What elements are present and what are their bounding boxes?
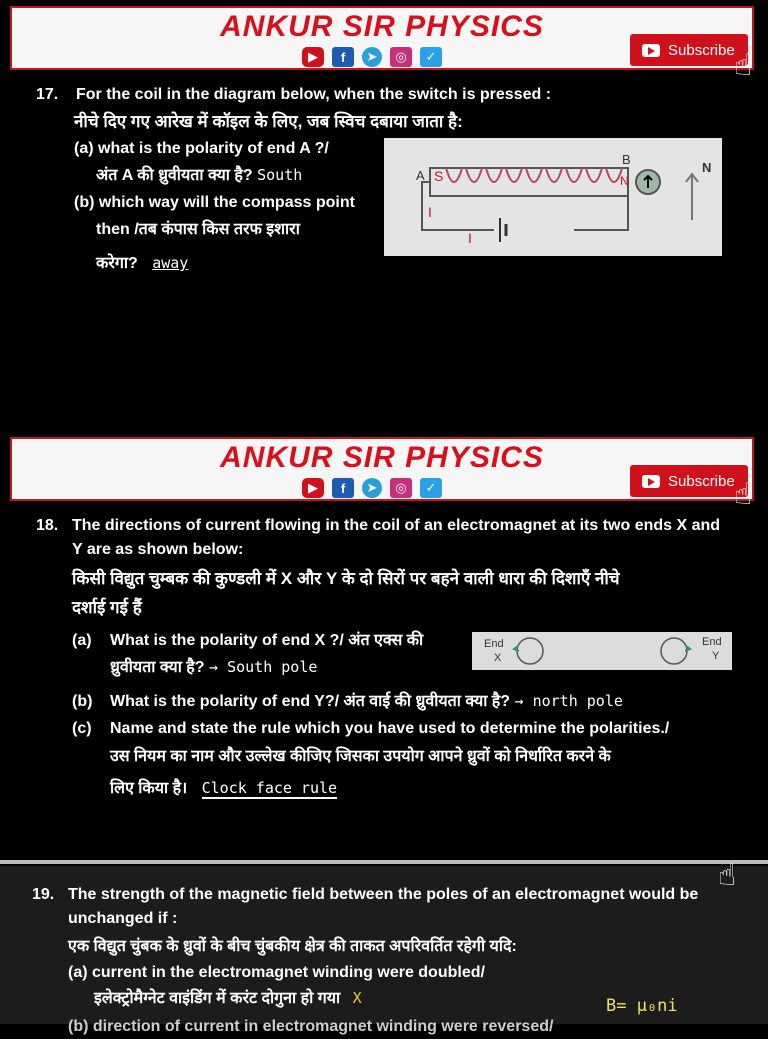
q19-section	[0, 859, 768, 1035]
coil-diagram-svg	[384, 138, 722, 256]
q17-part-b-hindi: then /तब कंपास किस तरफ इशारा	[96, 221, 300, 238]
hand-cursor-icon: ☝	[734, 478, 753, 511]
channel-title-2: ANKUR SIR PHYSICS	[220, 441, 544, 474]
q18-a-hindi-row	[110, 655, 317, 680]
q18-c-hindi-1: उस नियम का नाम और उल्लेख कीजिए जिसका उपयोग आपने ध्रुवों को निर्धारित करने के	[110, 748, 611, 765]
q17-b-answer: away	[152, 254, 189, 272]
subscribe-label: Subscribe	[668, 41, 735, 59]
q19-text-1: The strength of the magnetic field between the poles of an electromagnet would be	[68, 886, 699, 903]
coil-end-a-pole: S	[434, 168, 444, 184]
end-xy-svg	[472, 632, 732, 670]
current-label-1: I	[428, 204, 432, 220]
q18-b-text: What is the polarity of end Y?/ अंत वाई की ध्रुवीयता क्या है?	[110, 693, 511, 710]
telegram-icon[interactable]: ➤	[362, 47, 382, 67]
end-x-label-1: End	[484, 638, 504, 650]
north-arrow-label: N	[702, 160, 712, 175]
q18-c-hindi-row	[110, 776, 337, 801]
end-x-label-2: X	[494, 652, 502, 664]
q18-text-1: The directions of current flowing in the coil of an electromagnet at its two ends X and	[72, 517, 721, 534]
end-y-label-1: End	[702, 636, 722, 648]
current-label-2: I	[468, 230, 472, 246]
q19-d-partial: (b) direction of current in electromagnet winding were reversed/	[68, 1018, 554, 1035]
social-icons-2	[302, 478, 442, 498]
q17-part-a-hindi	[96, 163, 302, 188]
q18-text-2: Y are as shown below:	[72, 541, 244, 558]
q19-a-hindi-row	[94, 986, 362, 1011]
q18-hindi-1: किसी विद्युत चुम्बक की कुण्डली में X और Y के दो सिरों पर बहने वाली धारा की दिशाएँ नीचे	[72, 569, 620, 588]
telegram-icon[interactable]: ➤	[362, 478, 382, 498]
coil-diagram	[384, 138, 722, 256]
q17-text: For the coil in the diagram below, when the switch is pressed :	[76, 86, 552, 103]
q18-b-answer: → north pole	[514, 692, 623, 710]
twitter-icon[interactable]: ✓	[420, 478, 442, 498]
q19-a-text: (a) current in the electromagnet winding were doubled/	[68, 964, 485, 981]
coil-end-a-label: A	[416, 168, 425, 183]
coil-end-b-pole: N	[620, 174, 629, 188]
play-icon	[642, 475, 660, 488]
coil-end-b-label: B	[622, 152, 631, 167]
q18-a-label: (a)	[72, 632, 92, 649]
end-y-label-2: Y	[712, 650, 720, 662]
channel-banner	[10, 6, 754, 82]
channel-title: ANKUR SIR PHYSICS	[220, 10, 544, 43]
q17-a-answer: South	[257, 166, 303, 184]
twitter-icon[interactable]: ✓	[420, 47, 442, 67]
magnetic-field-formula: B= μ₀ni	[606, 996, 678, 1016]
subscribe-button[interactable]	[630, 34, 748, 66]
q17-b-hindi-text: करेगा?	[96, 255, 138, 272]
q17-a-hindi-text: अंत A की ध्रुवीयता क्या है?	[96, 167, 253, 184]
youtube-icon[interactable]: ▶	[302, 478, 324, 498]
q18-c-hindi-2: लिए किया है।	[110, 780, 188, 797]
q18-c-answer: Clock face rule	[201, 779, 338, 797]
q19-a-mark: X	[352, 989, 362, 1007]
q17-part-b: (b) which way will the compass point	[74, 194, 355, 211]
q18-c-label: (c)	[72, 720, 92, 737]
subscribe-label-2: Subscribe	[668, 472, 735, 490]
q19-hindi-1: एक विद्युत चुंबक के ध्रुवों के बीच चुंबकीय क्षेत्र की ताकत अपरिवर्तित रहेगी यदि:	[68, 938, 517, 955]
hand-cursor-icon: ☝	[718, 859, 737, 892]
subscribe-button-2[interactable]	[630, 465, 748, 497]
q17-part-a: (a) what is the polarity of end A ?/	[74, 140, 329, 157]
q19-text-2: unchanged if :	[68, 910, 178, 927]
q19-a-hindi: इलेक्ट्रोमैग्नेट वाइंडिंग में करंट दोगुना हो गया	[94, 990, 341, 1007]
hand-cursor-icon: ☝	[734, 49, 753, 82]
q18-hindi-2: दर्शाई गई हैं	[72, 598, 142, 617]
q18-a-hindi: ध्रुवीयता क्या है?	[110, 659, 205, 676]
facebook-icon[interactable]: f	[332, 478, 354, 498]
youtube-icon[interactable]: ▶	[302, 47, 324, 67]
q18-b-row	[110, 689, 623, 714]
instagram-icon[interactable]: ◎	[390, 478, 412, 498]
q17-part-b-hindi-2	[96, 251, 188, 276]
instagram-icon[interactable]: ◎	[390, 47, 412, 67]
channel-banner-2	[10, 437, 754, 511]
q18-b-label: (b)	[72, 693, 93, 710]
end-xy-diagram	[472, 632, 732, 670]
q19-number: 19.	[32, 886, 55, 903]
section-divider	[0, 860, 768, 864]
q17-text-hindi: नीचे दिए गए आरेख में कॉइल के लिए, जब स्विच दबाया जाता है:	[74, 112, 463, 131]
play-icon	[642, 44, 660, 57]
facebook-icon[interactable]: f	[332, 47, 354, 67]
social-icons	[302, 47, 442, 67]
q17-number: 17.	[36, 86, 59, 103]
q18-c-text: Name and state the rule which you have used to determine the polarities./	[110, 720, 670, 737]
q18-a-text: What is the polarity of end X ?/ अंत एक्स की	[110, 632, 424, 649]
q18-a-answer: → South pole	[209, 658, 318, 676]
q18-number: 18.	[36, 517, 59, 534]
